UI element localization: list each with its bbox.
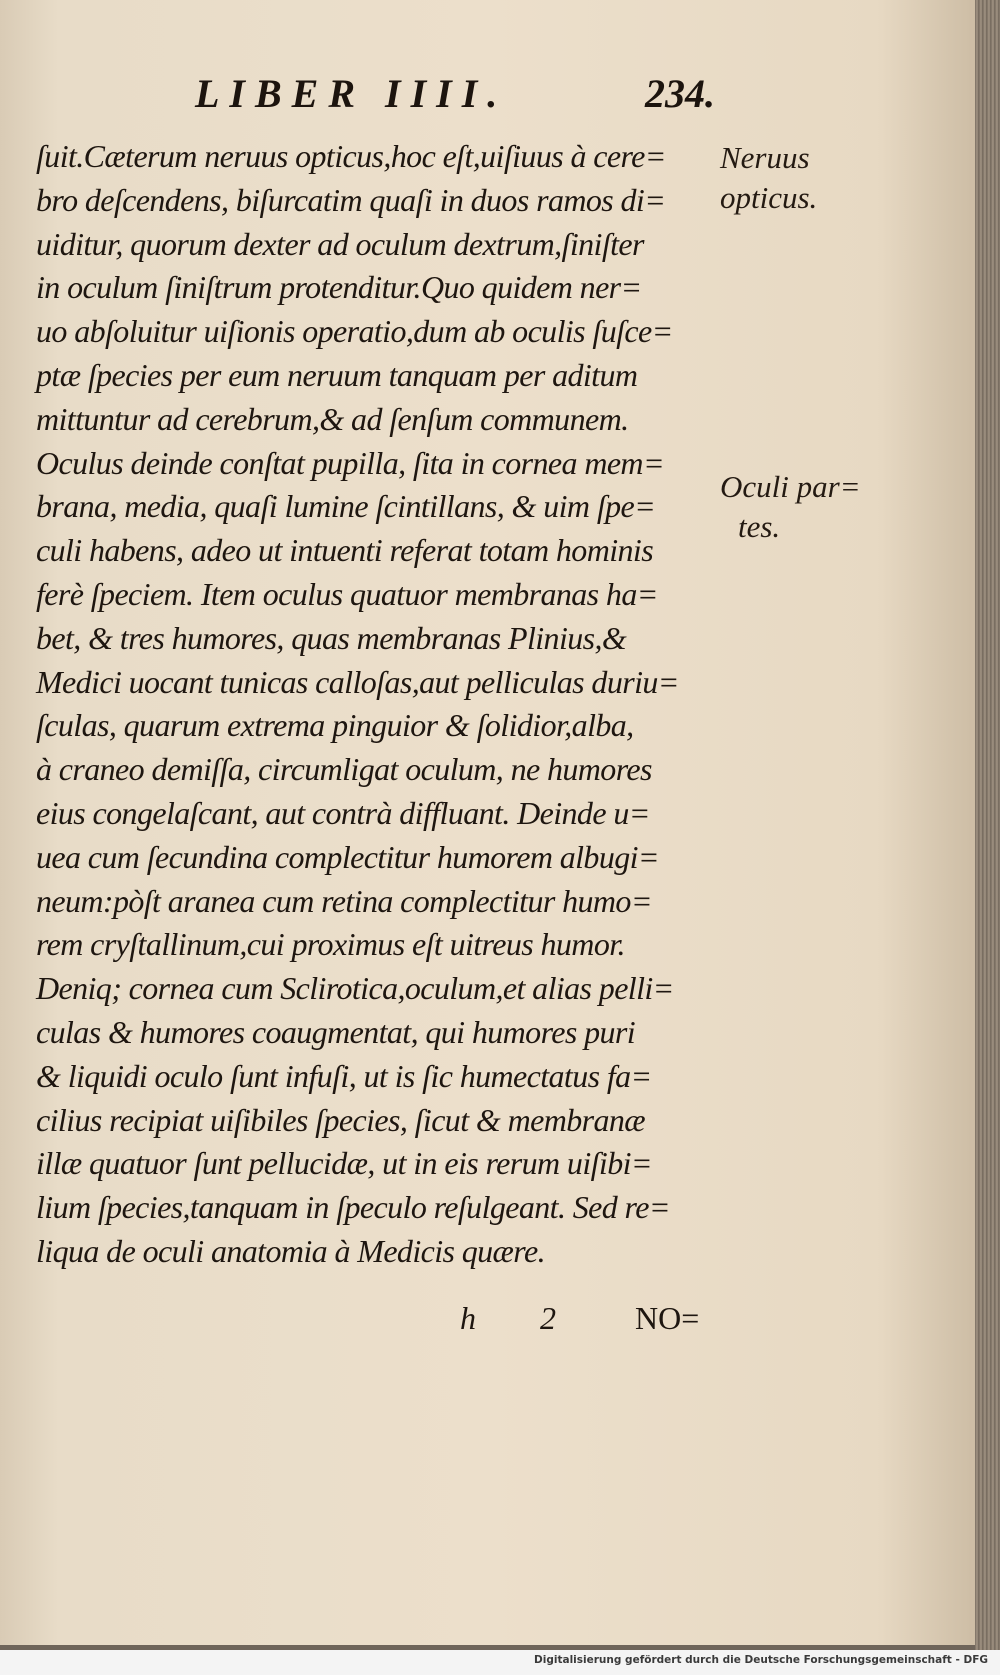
text-line: liqua de oculi anatomia à Medicis quære. bbox=[36, 1232, 545, 1269]
text-line: ptæ ſpecies per eum neruum tanquam per aditum bbox=[36, 356, 638, 393]
text-line: culas & humores coaugmentat, qui humores puri bbox=[36, 1013, 636, 1050]
page-header bbox=[195, 70, 715, 130]
signature-mark: h 2 bbox=[460, 1300, 584, 1336]
text-line: culi habens, adeo ut intuenti referat totam hominis bbox=[36, 532, 654, 569]
margin-note-oculi-partes bbox=[720, 467, 861, 547]
running-title: LIBER IIII. bbox=[195, 71, 508, 116]
text-line: cilius recipiat uiſibiles ſpecies, ſicut & membranæ bbox=[36, 1101, 646, 1138]
text-line: & liquidi oculo ſunt infuſi, ut is ſic humectatus fa= bbox=[36, 1057, 652, 1094]
text-line: Oculus deinde conſtat pupilla, ſita in cornea mem= bbox=[36, 444, 664, 481]
text-line: Deniq; cornea cum Sclirotica,oculum,et alias pelli= bbox=[36, 970, 674, 1007]
margin-note-line: opticus. bbox=[720, 180, 818, 215]
text-line: uiditur, quorum dexter ad oculum dextrum,ſiniſter bbox=[36, 225, 644, 262]
text-line: bet, & tres humores, quas membranas Plinius,& bbox=[36, 619, 627, 656]
text-line: eius congelaſcant, aut contrà diffluant. Deinde u= bbox=[36, 794, 650, 831]
margin-note-line: tes. bbox=[738, 509, 781, 544]
text-line: lium ſpecies,tanquam in ſpeculo reſulgeant. Sed re= bbox=[36, 1189, 670, 1226]
text-line: Medici uocant tunicas calloſas,aut pelliculas duriu= bbox=[36, 663, 679, 700]
text-line: uo abſoluitur uiſionis operatio,dum ab oculis ſuſce= bbox=[36, 313, 673, 350]
text-line: ſculas, quarum extrema pinguior & ſolidior,alba, bbox=[36, 707, 634, 744]
text-line: uea cum ſecundina complectitur humorem albugi= bbox=[36, 838, 659, 875]
footer-credit: Digitalisierung gefördert durch die Deutsche Forschungsgemeinschaft - DFG bbox=[534, 1654, 988, 1666]
text-line: mittuntur ad cerebrum,& ad ſenſum communem. bbox=[36, 400, 629, 437]
body-text bbox=[36, 135, 726, 1274]
margin-note-line: Neruus bbox=[720, 140, 810, 175]
catchwords-line bbox=[460, 1300, 730, 1345]
catchword: NO= bbox=[635, 1300, 700, 1336]
page-number: 234. bbox=[645, 71, 715, 116]
text-line: brana, media, quaſi lumine ſcintillans, & uim ſpe= bbox=[36, 488, 656, 525]
text-line: ſuit.Cæterum neruus opticus,hoc eſt,uiſiuus à cere= bbox=[36, 138, 666, 174]
margin-note-line: Oculi par= bbox=[720, 469, 861, 504]
text-line: à craneo demiſſa, circumligat oculum, ne humores bbox=[36, 751, 652, 788]
text-line: illæ quatuor ſunt pellucidæ, ut in eis rerum uiſibi= bbox=[36, 1145, 652, 1182]
text-line: neum:pòſt aranea cum retina complectitur humo= bbox=[36, 882, 652, 919]
page-edge bbox=[975, 0, 1000, 1650]
text-line: rem cryſtallinum,cui proximus eſt uitreus humor. bbox=[36, 926, 625, 963]
text-line: ferè ſpeciem. Item oculus quatuor membranas ha= bbox=[36, 575, 658, 612]
margin-note-neruus-opticus bbox=[720, 138, 817, 218]
footer-bar bbox=[0, 1650, 1000, 1675]
text-line: in oculum ſiniſtrum protenditur.Quo quidem ner= bbox=[36, 269, 642, 306]
text-line: bro deſcendens, biſurcatim quaſi in duos ramos di= bbox=[36, 181, 666, 218]
